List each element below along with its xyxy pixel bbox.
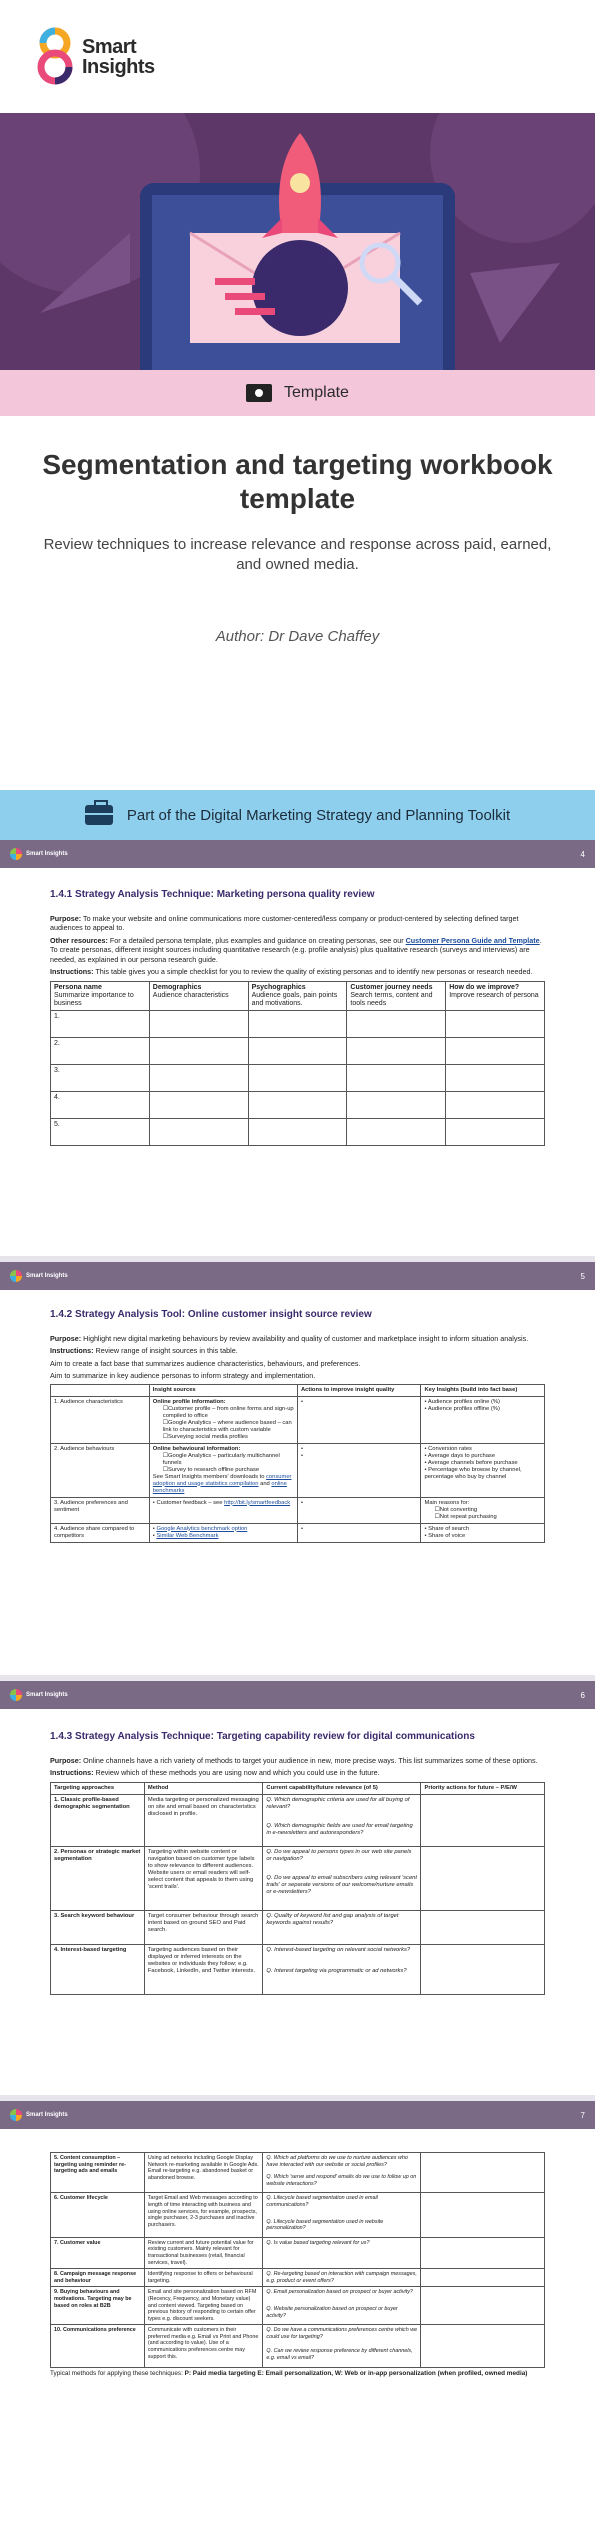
section-title: 1.4.2 Strategy Analysis Tool: Online customer insight source review [50, 1309, 372, 1320]
page-header-strip [0, 1262, 595, 1290]
logo-line-2: Insights [82, 56, 155, 78]
mini-logo [10, 1270, 68, 1282]
logo-mark-icon [10, 1270, 22, 1282]
author-line: Author: Dr Dave Chaffey [215, 628, 380, 645]
table-row: 3. [51, 1064, 545, 1091]
table-row: 2. Audience behaviours Online behavioural information: ☐ Google Analytics – particularly multichannel funnels ☐ Survey to research offline purchase See Smart Insights members' downloads to consumer adoption and usage statistics compilation and online benchmarks • • • Conversion rates • Average days to purchase • Average channels before purchase • Percentage who browse by channel, percentage who buy by channel [51, 1443, 545, 1497]
table-row: 4. Audience share compared to competitors • Google Analytics benchmark option • Similar Web Benchmark • • Share of search • Share of voice [51, 1523, 545, 1542]
table-row: 9. Buying behaviours and motivations. Targeting may be based on roles at B2B Email and site personalization based on RFM (Recency, Frequency, and Monetary value) and content viewed. Targeting based on previous history of responding to certain offer types e.g. discount seekers. Q. Email personalization based on prospect or buyer activity? Q. Website personalization based on prospect or buyer activity? [51, 2287, 545, 2325]
targeting-table [50, 1782, 545, 1995]
similarweb-link[interactable]: Similar Web Benchmark [156, 1532, 219, 1539]
table-row: 5. [51, 1118, 545, 1145]
document-title: Segmentation and targeting workbook template [42, 449, 553, 514]
section-title: 1.4.1 Strategy Analysis Technique: Marketing persona quality review [50, 889, 375, 900]
toolkit-label: Part of the Digital Marketing Strategy and Planning Toolkit [126, 806, 511, 824]
benchmarks-link[interactable]: online benchmarks [152, 1480, 287, 1494]
aim-2: Aim to summarize in key audience personas to inform strategy and implementation. [50, 1371, 316, 1380]
mini-logo-text: Smart Insights [26, 851, 68, 857]
hero-illustration [0, 113, 595, 370]
header-cell: Demographics Audience characteristics [149, 981, 248, 1010]
mini-logo-text: Smart Insights [26, 2112, 68, 2118]
logo-mark-icon [10, 848, 22, 860]
page-number: 4 [580, 849, 585, 859]
persona-guide-link[interactable]: Customer Persona Guide and Template [405, 935, 540, 945]
header-cell: Customer journey needs Search terms, content and tools needs [347, 981, 446, 1010]
aim-1: Aim to create a fact base that summarizes audience characteristics, behaviours, and preferences. [50, 1358, 361, 1368]
header-cell: Psychographics Audience goals, pain points and motivations. [248, 981, 347, 1010]
logo-mark-icon [10, 1689, 22, 1701]
table-header-row [51, 981, 545, 1010]
table-row: 3. Search keyword behaviour Target consumer behaviour through search intent based on ground SEO and Paid search. Q. Quality of keyword list and gap analysis of target keywords against results? [51, 1910, 545, 1944]
section-title: 1.4.3 Strategy Analysis Technique: Targeting capability review for digital communications [50, 1731, 475, 1742]
template-banner [0, 370, 595, 416]
toolkit-banner [0, 790, 595, 840]
methods-footer: Typical methods for applying these techniques: P: Paid media targeting E: Email personalization, W: Web or in-app personalization (when profiled, owned media) [50, 2369, 528, 2377]
table-row: 7. Customer value Review current and future potential value for existing customers. Mainly relevant for transactional businesses (retail, financial services, travel). Q. Is value based targeting relevant for us? [51, 2237, 545, 2268]
feedback-link[interactable]: http://bit.ly/smartfeedback [224, 1499, 291, 1506]
ga-benchmark-link[interactable]: Google Analytics benchmark option [156, 1525, 248, 1532]
logo-mark-icon [10, 2109, 22, 2121]
logo-mark-icon [34, 27, 76, 87]
table-row: 3. Audience preferences and sentiment • Customer feedback – see http://bit.ly/smartfeedback • Main reasons for: ☐ Not converting ☐ Not repeat purchasing [51, 1497, 545, 1523]
purpose-paragraph: Purpose: Online channels have a rich variety of methods to target your audience in new, more precise ways. This list summarizes some of these options. [50, 1755, 538, 1765]
table-row: 1. Classic profile-based demographic segmentation Media targeting or personalized messaging on site and email based on characteristics disclosed in profile. Q. Which demographic criteria are used for all buying of relevant? Q. Which demographic fields are used for email targeting in e-newsletters and autoresponders? [51, 1794, 545, 1846]
page-header-strip [0, 2101, 595, 2129]
insight-source-table [50, 1384, 545, 1543]
table-header-row: Targeting approaches Method Current capability/future relevance (of 5) Priority actions for future – P/E/W [51, 1782, 545, 1794]
instructions-paragraph: Instructions: This table gives you a simple checklist for you to review the quality of existing personas and to identify new personas or research needed. [50, 967, 533, 976]
section-1-4-1 [50, 890, 545, 1146]
table-row: 8. Campaign message response and behaviour Identifying response to offers or behavioural targeting. Q. Re-targeting based on interaction with campaign messages, e.g. product or event offers? [51, 2269, 545, 2287]
mini-logo-text: Smart Insights [26, 1692, 68, 1698]
page-header-strip [0, 840, 595, 868]
table-header-row: Insight sources Actions to improve insight quality Key Insights (build into fact base) [51, 1384, 545, 1396]
adoption-stats-link[interactable]: consumer adoption and usage statistics compilation [152, 1473, 292, 1487]
mini-logo [10, 848, 68, 860]
camera-icon [246, 384, 272, 402]
page-header-strip [0, 1681, 595, 1709]
template-label: Template [284, 384, 349, 401]
table-row: 1. [51, 1010, 545, 1037]
purpose-paragraph: Purpose: Highlight new digital marketing behaviours by review availability and quality of customer and marketplace insight to inform situation analysis. [50, 1333, 529, 1343]
mini-logo-text: Smart Insights [26, 1273, 68, 1279]
resources-paragraph: Other resources: For a detailed persona template, plus examples and guidance on creating personas, see our Customer Persona Guide and Template. To create personas, different insight sources including quantitative research (e.g. profile analysis) plus qualitative research (surveys and interviews) are needed, as explained in our persona research guide. [50, 935, 542, 964]
section-1-4-3-continued [50, 2152, 545, 2381]
briefcase-icon [85, 805, 113, 825]
table-row: 1. Audience characteristics Online profile information: ☐ Customer profile – from online forms and sign-up compiled to office ☐ Google Analytics – where audience based – can link to characteristics with custom variable ☐ Surveying social media profiles • • Audience profiles online (%) • Audience profiles offline (%) [51, 1396, 545, 1443]
table-row: 2. Personas or strategic market segmentation Targeting within website content or navigation based on customer type labels to show relevance to different audiences. Website users or email readers will self-select content that appeals to them using 'scent trails'. Q. Do we appeal to persons types in our web site panels or navigation? Q. Do we appeal to email subscribers using relevant 'scent trails' or separate versions of our welcome/nurture emails or e-newsletters? [51, 1846, 545, 1910]
table-row: 4. [51, 1091, 545, 1118]
table-row: 5. Content consumption – targeting using reminder re-targeting ads and emails Using ad networks including Google Display Network re-marketing available in Google Ads. Email re-targeting e.g. abandoned basket or abandoned browse. Q. Which ad platforms do we use to nurture audiences who have interacted with our website or social profiles? Q. Which 'serve and respond' emails do we use to follow up on website interactions? [51, 2153, 545, 2193]
logo-line-1: Smart [82, 36, 137, 58]
instructions-paragraph: Instructions: Review which of these methods you are using now and which you could use in the future. [50, 1768, 380, 1777]
page-number: 7 [580, 2110, 585, 2120]
table-row: 4. Interest-based targeting Targeting audiences based on their displayed or inferred interests on the websites or individuals they follow; e.g. Facebook, LinkedIn, and Twitter interests. Q. Interest-based targeting on relevant social networks? Q. Interest targeting via programmatic or ad networks? [51, 1944, 545, 1994]
table-row: 2. [51, 1037, 545, 1064]
purpose-paragraph: Purpose: To make your website and online communications more customer-centered/less company or product-centered by selecting defined target audiences to appeal to. [50, 913, 519, 932]
persona-table [50, 981, 545, 1146]
page-number: 5 [580, 1271, 585, 1281]
smart-insights-logo [34, 22, 194, 92]
page-number: 6 [580, 1690, 585, 1700]
header-cell: Persona name Summarize importance to business [51, 981, 150, 1010]
section-1-4-2 [50, 1310, 545, 1543]
mini-logo [10, 1689, 68, 1701]
mini-logo [10, 2109, 68, 2121]
section-1-4-3 [50, 1732, 545, 1995]
instructions-paragraph: Instructions: Review range of insight sources in this table. [50, 1346, 238, 1355]
targeting-table-continued [50, 2152, 545, 2368]
header-cell: How do we improve? Improve research of persona [446, 981, 545, 1010]
document-subtitle: Review techniques to increase relevance and response across paid, earned, and owned media. [43, 536, 552, 573]
table-row: 10. Communications preference Communicate with customers in their preferred media e.g. Email vs Print and Phone (and according to value). Use of a communications preferences centre may support this. Q. Do we have a communications preferences centre which we could use for targeting? Q. Can we review response preference by different channels, e.g. email vs email? [51, 2325, 545, 2367]
table-row: 6. Customer lifecycle Target Email and Web messages according to length of time interacting with business and using online services, for example, prospects, single purchaser, 2-3 purchases and inactive purchasers. Q. Lifecycle based segmentation used in email communications? Q. Lifecycle based segmentation used in website personalization? [51, 2193, 545, 2237]
